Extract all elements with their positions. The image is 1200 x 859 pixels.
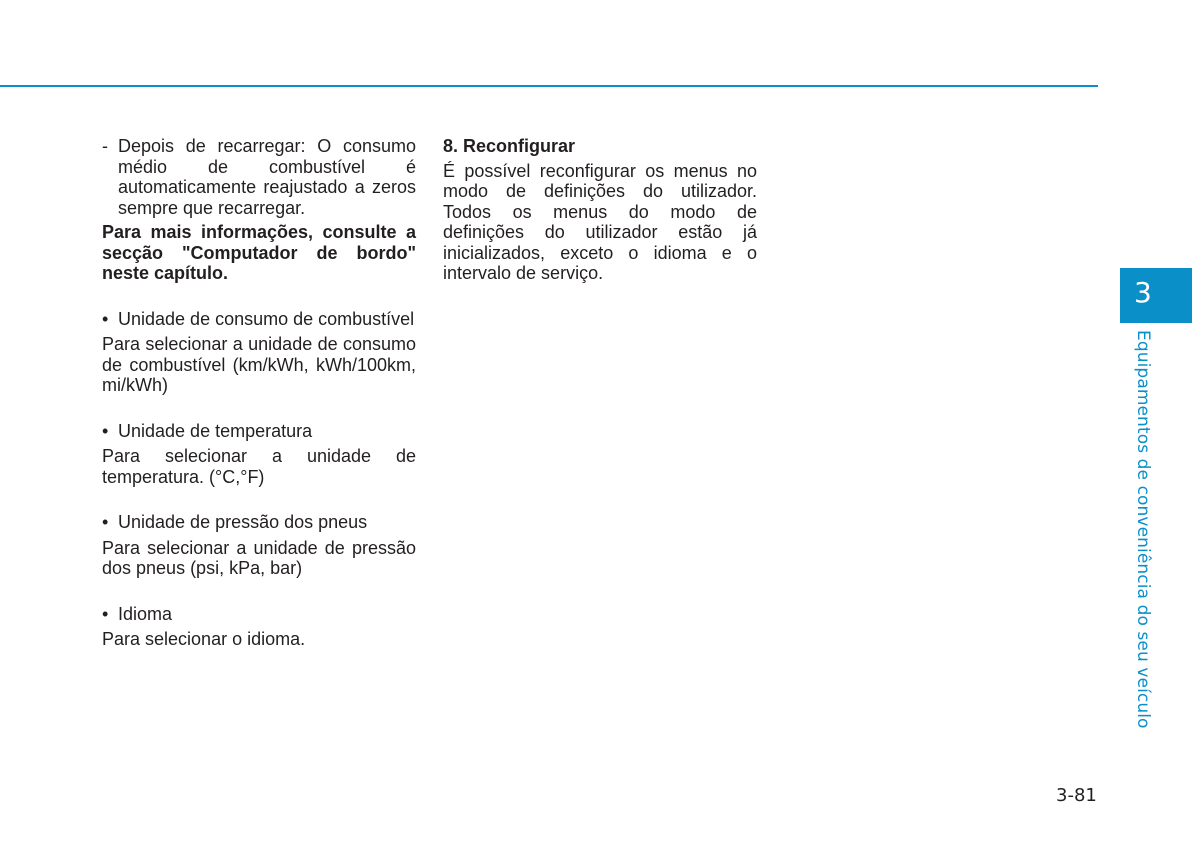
tire-pressure-title: Unidade de pressão dos pneus [118, 512, 368, 532]
temperature-unit-section [102, 421, 416, 488]
tire-pressure-description: Para selecionar a unidade de pressão dos pneus (psi, kPa, bar) [102, 537, 416, 578]
fuel-unit-section [102, 309, 416, 396]
temperature-unit-title: Unidade de temperatura [118, 420, 313, 441]
dash-marker: - [102, 136, 108, 156]
temperature-unit-description: Para selecionar a unidade de temperatura. (°C,°F) [102, 446, 416, 487]
bullet-marker: • [102, 603, 109, 624]
bullet-marker: • [102, 420, 109, 441]
fuel-unit-bullet [102, 309, 416, 330]
language-title: Idioma [118, 603, 173, 624]
after-refuel-item [102, 136, 416, 218]
language-section [102, 604, 416, 650]
bullet-marker: • [102, 512, 109, 532]
bullet-marker: • [102, 308, 109, 329]
reset-text: É possível reconfigurar os menus no modo de definições do utilizador. Todos os menus do modo de definições do utilizador estão já inicializados, exceto o idioma e o intervalo de serviço. [443, 160, 757, 283]
tire-pressure-bullet [102, 512, 416, 533]
after-refuel-text: Depois de recarregar: O consumo médio de combustível é automaticamente reajustado a zeros sempre que recarregar. [118, 136, 416, 218]
tire-pressure-section [102, 512, 416, 579]
temperature-unit-bullet [102, 421, 416, 442]
chapter-tab [1120, 268, 1192, 323]
chapter-title: Equipamentos de conveniência do seu veículo [1133, 330, 1153, 729]
language-description: Para selecionar o idioma. [102, 629, 306, 649]
right-column [443, 136, 757, 284]
reference-note: Para mais informações, consulte a secção "Computador de bordo" neste capítulo. [102, 222, 416, 283]
section-heading: 8. Reconfigurar [443, 136, 576, 156]
fuel-unit-title: Unidade de consumo de combustível [118, 308, 415, 329]
left-column [102, 136, 416, 650]
header-rule [0, 85, 1098, 87]
chapter-number: 3 [1134, 276, 1152, 309]
fuel-unit-description: Para selecionar a unidade de consumo de combustível (km/kWh, kWh/100km, mi/kWh) [102, 334, 416, 395]
language-bullet [102, 604, 416, 625]
page-number: 3-81 [1056, 785, 1097, 806]
